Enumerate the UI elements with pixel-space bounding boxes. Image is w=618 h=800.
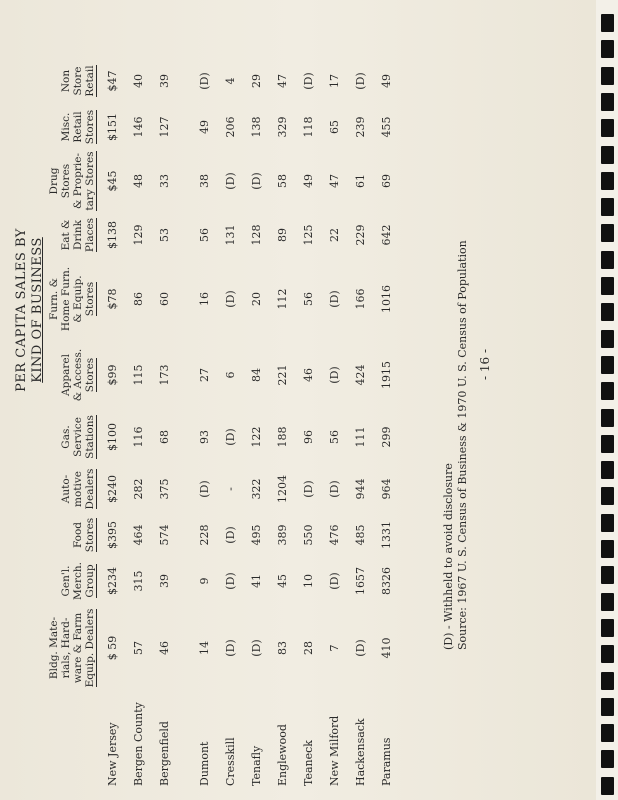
page-number: - 16 - (478, 348, 492, 380)
table-cell: 464 (131, 524, 145, 546)
table-cell: 206 (223, 116, 237, 138)
table-cell: 56 (327, 430, 341, 444)
table-cell: 56 (301, 292, 315, 306)
table-cell: 118 (301, 116, 315, 138)
row-place-name: New Jersey (105, 722, 119, 786)
table-cell: 131 (223, 224, 237, 246)
table-cell: (D) (327, 480, 341, 498)
table-cell: 1016 (379, 285, 393, 313)
table-cell: $100 (105, 423, 119, 451)
table-cell: 495 (249, 524, 263, 546)
binding-ring (601, 566, 614, 584)
binding-ring (601, 645, 614, 663)
table-cell: 17 (327, 74, 341, 88)
header-non-store: Non Store Retail (60, 65, 96, 97)
table-cell: 56 (197, 228, 211, 242)
row-place-name: Dumont (197, 741, 211, 786)
table-cell: 138 (249, 116, 263, 138)
table-cell: 8326 (379, 567, 393, 595)
table-cell: 27 (197, 368, 211, 382)
table-cell: 7 (327, 644, 341, 652)
table-cell: 40 (131, 74, 145, 88)
table-cell: 166 (353, 288, 367, 310)
table-cell: $234 (105, 567, 119, 595)
binding-ring (601, 724, 614, 742)
table-cell: (D) (327, 366, 341, 384)
header-food: Food Stores (72, 517, 96, 553)
table-cell: 41 (249, 574, 263, 588)
table-cell: 58 (275, 174, 289, 188)
table-cell: 476 (327, 524, 341, 546)
table-row (373, 58, 399, 792)
header-row (48, 58, 99, 792)
table-cell: (D) (301, 72, 315, 90)
table-cell: 69 (379, 174, 393, 188)
binding-ring (601, 330, 614, 348)
table-cell: 46 (301, 368, 315, 382)
table-cell: 239 (353, 116, 367, 138)
table-cell: 375 (157, 478, 171, 500)
binding-ring (601, 40, 614, 58)
row-place-name: Hackensack (353, 718, 367, 786)
binding-ring (601, 356, 614, 374)
binding-ring (601, 698, 614, 716)
table-cell: 45 (275, 574, 289, 588)
table-cell: (D) (197, 480, 211, 498)
table-row (151, 58, 177, 792)
table-cell: 84 (249, 368, 263, 382)
table-body (99, 58, 399, 792)
table-cell: 282 (131, 478, 145, 500)
table-cell: 111 (353, 426, 367, 448)
binding-ring (601, 461, 614, 479)
binding-ring (601, 409, 614, 427)
row-place-name: Cresskill (223, 737, 237, 786)
table-cell: (D) (327, 572, 341, 590)
header-gas: Gas. Service Stations (60, 415, 96, 459)
header-auto: Auto- motive Dealers (60, 468, 96, 510)
binding-ring (601, 777, 614, 795)
table-cell: 329 (275, 116, 289, 138)
table-cell: (D) (223, 290, 237, 308)
table-cell: 574 (157, 524, 171, 546)
table-row (125, 58, 151, 792)
row-place-name: Bergenfield (157, 721, 171, 786)
table-cell: (D) (223, 172, 237, 190)
table-cell: 49 (301, 174, 315, 188)
binding-ring (601, 303, 614, 321)
table-cell: 10 (301, 574, 315, 588)
table-cell: $395 (105, 521, 119, 549)
table-cell: 89 (275, 228, 289, 242)
table-cell: 38 (197, 174, 211, 188)
sales-table (48, 58, 399, 792)
table-cell: $47 (105, 70, 119, 92)
table-cell: 322 (249, 478, 263, 500)
table-cell: 550 (301, 524, 315, 546)
table-cell: 57 (131, 641, 145, 655)
table-cell: 83 (275, 641, 289, 655)
table-cell: 173 (157, 364, 171, 386)
table-cell: 61 (353, 174, 367, 188)
table-cell: 1204 (275, 475, 289, 503)
table-cell: 49 (197, 120, 211, 134)
table-cell: 128 (249, 224, 263, 246)
table-cell: 53 (157, 228, 171, 242)
row-place-name: Paramus (379, 737, 393, 786)
header-drug: Drug Stores & Proprie- tary Stores (48, 151, 96, 211)
binding-ring (601, 487, 614, 505)
table-cell: 112 (275, 288, 289, 310)
table-cell: 116 (131, 426, 145, 448)
table-cell: $151 (105, 113, 119, 141)
header-place (48, 690, 99, 792)
header-apparel: Apparel & Access. Stores (60, 348, 96, 402)
table-cell: $45 (105, 170, 119, 192)
table-cell: $138 (105, 221, 119, 249)
binding-ring (601, 514, 614, 532)
binding-ring (601, 172, 614, 190)
binding-ring (601, 93, 614, 111)
table-cell: 424 (353, 364, 367, 386)
table-cell: 455 (379, 116, 393, 138)
table-cell: (D) (223, 428, 237, 446)
row-place-name: Englewood (275, 724, 289, 786)
table-row (347, 58, 373, 792)
spiral-binding (596, 0, 618, 800)
header-bldg: Bldg. Mate- rials, Hard- ware & Farm Equip. Dealers (48, 608, 96, 688)
table-row (99, 58, 125, 792)
table-cell: (D) (223, 639, 237, 657)
table-cell: (D) (301, 480, 315, 498)
table-cell: 944 (353, 478, 367, 500)
table-cell: (D) (223, 526, 237, 544)
binding-ring (601, 672, 614, 690)
table-cell: 65 (327, 120, 341, 134)
title-line-2: KIND OF BUSINESS (30, 237, 45, 383)
table-cell: 22 (327, 228, 341, 242)
table-row (321, 58, 347, 792)
binding-ring (601, 619, 614, 637)
table-cell: 964 (379, 478, 393, 500)
table-cell: 228 (197, 524, 211, 546)
binding-ring (601, 435, 614, 453)
table-cell: 188 (275, 426, 289, 448)
table-cell: 4 (223, 77, 237, 85)
table-cell: 16 (197, 292, 211, 306)
table-row (177, 58, 217, 792)
table-row (243, 58, 269, 792)
binding-ring (601, 750, 614, 768)
binding-ring (601, 593, 614, 611)
binding-ring (601, 251, 614, 269)
table-cell: $99 (105, 364, 119, 386)
binding-ring (601, 14, 614, 32)
table-cell: 122 (249, 426, 263, 448)
table-cell: 410 (379, 637, 393, 659)
table-cell: $78 (105, 288, 119, 310)
header-gen-merch: Gen'l. Merch. Group (60, 562, 96, 600)
header-furniture: Furn. & Home Furn. & Equip. Stores (48, 266, 96, 332)
table-cell: 315 (131, 570, 145, 592)
table-cell: - (223, 487, 237, 491)
table-cell: 96 (301, 430, 315, 444)
binding-ring (601, 277, 614, 295)
table-cell: 39 (157, 574, 171, 588)
table-row (217, 58, 243, 792)
source-note: Source: 1967 U. S. Census of Business & 1970 U. S. Census of Population (456, 240, 469, 650)
binding-ring (601, 540, 614, 558)
table-cell: 146 (131, 116, 145, 138)
row-place-name: Bergen County (131, 702, 145, 786)
table-cell: 68 (157, 430, 171, 444)
table-cell: (D) (249, 172, 263, 190)
table-cell: 47 (275, 74, 289, 88)
header-misc: Misc. Retail Stores (60, 109, 96, 145)
binding-ring (601, 382, 614, 400)
table-title (14, 120, 46, 500)
table-row (295, 58, 321, 792)
binding-ring (601, 67, 614, 85)
table-cell: 1657 (353, 567, 367, 595)
table-row (269, 58, 295, 792)
table-cell: 125 (301, 224, 315, 246)
table-cell: (D) (197, 72, 211, 90)
row-place-name: New Milford (327, 715, 341, 786)
table-cell: 14 (197, 641, 211, 655)
table-cell: 229 (353, 224, 367, 246)
table-cell: 9 (197, 577, 211, 585)
header-eat-drink: Eat & Drink Places (60, 217, 96, 253)
table-cell: 6 (223, 371, 237, 379)
table-cell: 115 (131, 364, 145, 386)
table-cell: 49 (379, 74, 393, 88)
table-cell: 642 (379, 224, 393, 246)
table-cell: (D) (249, 639, 263, 657)
table-cell: 1331 (379, 521, 393, 549)
binding-ring (601, 119, 614, 137)
row-place-name: Teaneck (301, 740, 315, 786)
table-cell: $240 (105, 475, 119, 503)
table-cell: 93 (197, 430, 211, 444)
table-cell: 1915 (379, 361, 393, 389)
table-cell: 48 (131, 174, 145, 188)
table-cell: 129 (131, 224, 145, 246)
table-cell: 47 (327, 174, 341, 188)
table-cell: 33 (157, 174, 171, 188)
binding-ring (601, 198, 614, 216)
table-cell: 86 (131, 292, 145, 306)
table-cell: 46 (157, 641, 171, 655)
table-cell: 20 (249, 292, 263, 306)
table-cell: 485 (353, 524, 367, 546)
disclosure-note: (D) - Withheld to avoid disclosure (442, 463, 455, 650)
title-line-1: PER CAPITA SALES BY (14, 228, 29, 392)
binding-ring (601, 224, 614, 242)
table-cell: 29 (249, 74, 263, 88)
table-cell: 299 (379, 426, 393, 448)
table-cell: 28 (301, 641, 315, 655)
table-cell: 389 (275, 524, 289, 546)
table-cell: (D) (327, 290, 341, 308)
table-cell: (D) (353, 72, 367, 90)
table-cell: 127 (157, 116, 171, 138)
table-cell: (D) (353, 639, 367, 657)
binding-ring (601, 146, 614, 164)
row-place-name: Tenafly (249, 745, 263, 786)
table-cell: 221 (275, 364, 289, 386)
table-cell: $ 59 (105, 635, 119, 661)
table-cell: 60 (157, 292, 171, 306)
table-cell: (D) (223, 572, 237, 590)
table-cell: 39 (157, 74, 171, 88)
footnotes (442, 240, 470, 650)
